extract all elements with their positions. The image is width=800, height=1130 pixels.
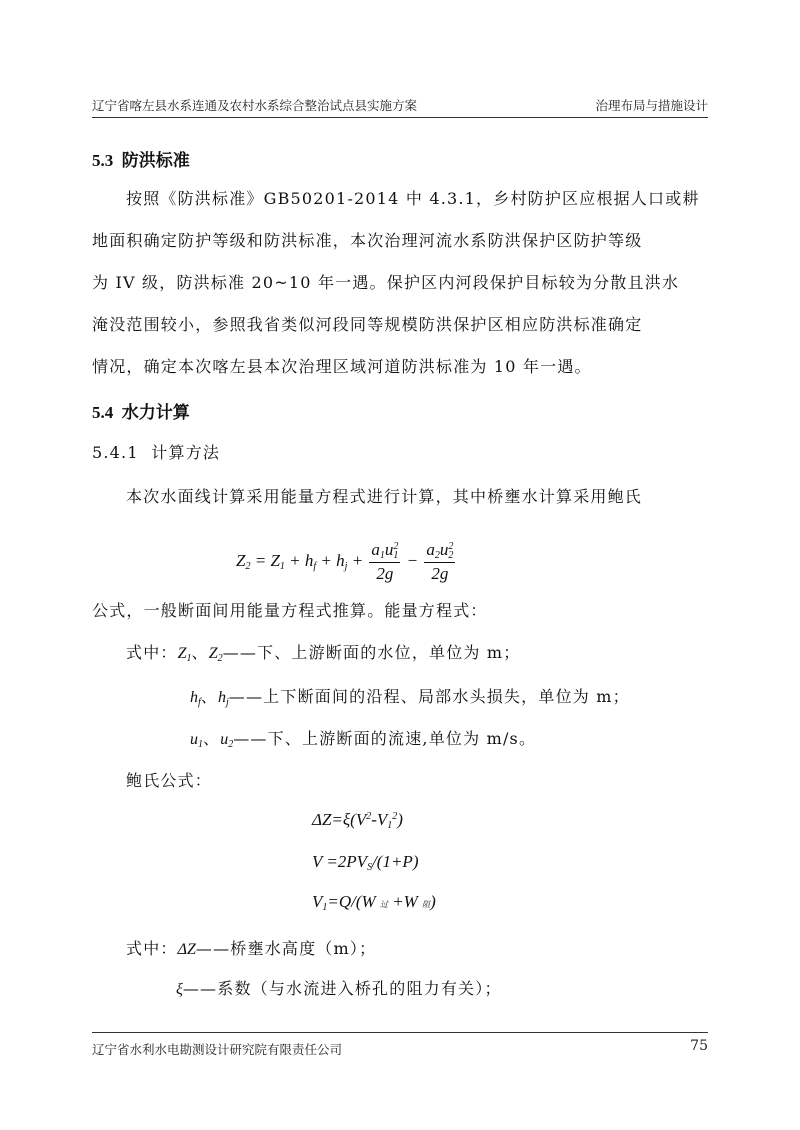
subsection-number: 5.4.1	[92, 443, 139, 462]
definition-z: 式中：$Z_1$、$Z_2——$下、上游断面的水位，单位为 m；	[126, 643, 521, 664]
bao-formula-dz: $\Delta Z=\xi(V^2-V_1^2)$	[312, 810, 403, 831]
header-chapter: 治理布局与措施设计	[595, 98, 708, 113]
paragraph-line: 地面积确定防护等级和防洪标准，本次治理河流水系防洪保护区防护等级	[92, 231, 643, 250]
subsection-heading	[92, 440, 220, 463]
section-5-3-heading	[92, 146, 190, 171]
bao-formula-label: 鲍氏公式：	[126, 771, 213, 790]
energy-equation: $Z_2 = Z_1 + h_f + h_j$ + $\frac{a_1u^2_1}{2g}$ − $\frac{a_2u^2_2}{2g}$	[236, 540, 454, 583]
definition-u: $u_1$、$u_2——$下、上游断面的流速,单位为 m/s。	[190, 729, 537, 750]
footer-rule	[92, 1032, 708, 1033]
paragraph-line: 公式，一般断面间用能量方程式推算。能量方程式：	[92, 601, 488, 620]
section-number: 5.3	[92, 151, 114, 170]
paragraph-line: 情况，确定本次喀左县本次治理区域河道防洪标准为 10 年一遇。	[92, 357, 592, 376]
footer-institute: 辽宁省水利水电勘测设计研究院有限责任公司	[92, 1042, 343, 1057]
paragraph-line: 按照《防洪标准》GB50201-2014 中 4.3.1，乡村防护区应根据人口或耕	[126, 189, 700, 208]
paragraph-line: 淹没范围较小，参照我省类似河段同等规模防洪保护区相应防洪标准确定	[92, 315, 643, 334]
paragraph-line: 本次水面线计算采用能量方程式进行计算，其中桥壅水计算采用鲍氏	[126, 487, 643, 506]
subsection-title: 计算方法	[151, 443, 221, 462]
section-number: 5.4	[92, 403, 114, 422]
section-title: 防洪标准	[121, 151, 190, 171]
definition-h: $h_f$、$h_j——$上下断面间的沿程、局部水头损失，单位为 m；	[190, 687, 630, 708]
paragraph-line: 为 IV 级，防洪标准 20~10 年一遇。保护区内河段保护目标较为分散且洪水	[92, 273, 680, 292]
section-title: 水力计算	[121, 403, 190, 423]
page-number: 75	[690, 1038, 708, 1054]
bao-formula-v: $V =2PV_S/(1+P)$	[312, 852, 419, 873]
section-5-4-heading	[92, 398, 190, 423]
header-rule	[92, 117, 708, 118]
bao-formula-v1: $V_1=Q/(W$ 过 +W 阻)	[312, 892, 436, 913]
definition-dz: 式中：ΔZ——桥壅水高度（m）；	[126, 939, 377, 958]
header-title: 辽宁省喀左县水系连通及农村水系综合整治试点县实施方案	[92, 98, 418, 113]
definition-xi: ξ——系数（与水流进入桥孔的阻力有关）；	[176, 979, 502, 998]
